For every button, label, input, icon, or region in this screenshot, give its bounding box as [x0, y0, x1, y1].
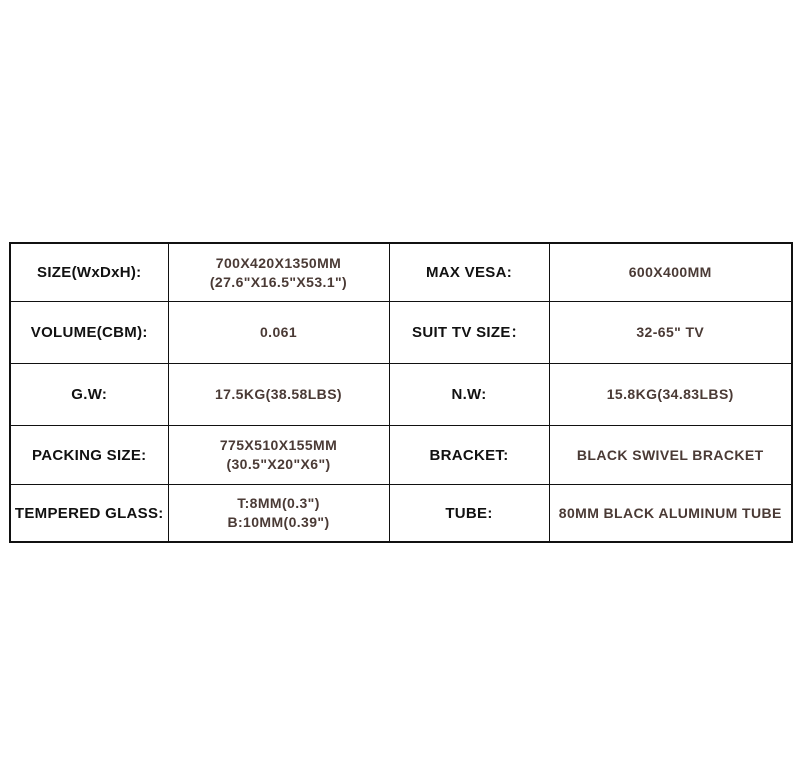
spec-value-volume: 0.061 — [168, 302, 389, 364]
spec-label-gross-weight: G.W: — [10, 364, 168, 426]
table-row — [10, 426, 792, 485]
spec-label-bracket: BRACKET: — [389, 426, 549, 485]
table-row — [10, 302, 792, 364]
spec-label-tempered-glass: TEMPERED GLASS: — [10, 485, 168, 543]
spec-label-tube: TUBE: — [389, 485, 549, 543]
spec-value-packing-size: 775X510X155MM (30.5"X20"X6") — [168, 426, 389, 485]
spec-label-packing-size: PACKING SIZE: — [10, 426, 168, 485]
spec-label-suit-tv-size: SUIT TV SIZE： — [389, 302, 549, 364]
spec-table — [9, 242, 793, 543]
spec-label-size: SIZE(WxDxH): — [10, 243, 168, 302]
spec-label-volume: VOLUME(CBM): — [10, 302, 168, 364]
table-row — [10, 243, 792, 302]
spec-value-max-vesa: 600X400MM — [549, 243, 792, 302]
table-row — [10, 485, 792, 543]
spec-label-net-weight: N.W: — [389, 364, 549, 426]
spec-value-suit-tv-size: 32-65" TV — [549, 302, 792, 364]
spec-value-net-weight: 15.8KG(34.83LBS) — [549, 364, 792, 426]
spec-label-max-vesa: MAX VESA: — [389, 243, 549, 302]
table-row — [10, 364, 792, 426]
spec-value-bracket: BLACK SWIVEL BRACKET — [549, 426, 792, 485]
spec-value-gross-weight: 17.5KG(38.58LBS) — [168, 364, 389, 426]
spec-value-tube: 80MM BLACK ALUMINUM TUBE — [549, 485, 792, 543]
spec-value-tempered-glass: T:8MM(0.3") B:10MM(0.39") — [168, 485, 389, 543]
spec-value-size: 700X420X1350MM (27.6"X16.5"X53.1") — [168, 243, 389, 302]
